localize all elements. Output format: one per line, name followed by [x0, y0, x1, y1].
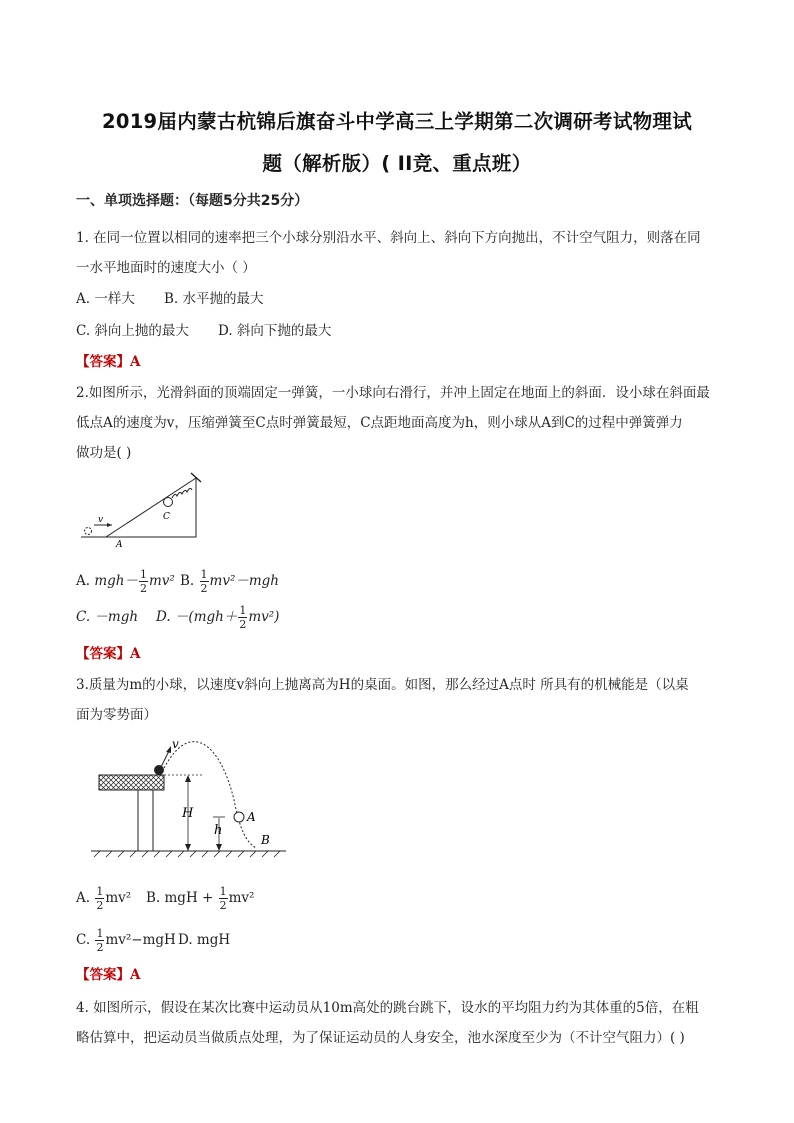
q2-option-a: [76, 566, 175, 596]
q2-answer: 【答案】A: [76, 646, 141, 662]
q3-stem-line1: 3.质量为m的小球，以速度v斜向上抛离高为H的桌面。如图，那么经过A点时 所具有的机械能是（以桌: [76, 677, 689, 693]
fraction-one-half: $\frac{1}{2}$: [96, 927, 104, 954]
q3-label-H: H: [182, 806, 194, 821]
q2-option-c-expr: C. －mgh: [76, 609, 139, 625]
q4-stem-line2: 略估算中，把运动员当做质点处理，为了保证运动员的人身安全，池水深度至少为（不计空气阻力）( ): [76, 1030, 685, 1046]
section-heading: 一、单项选择题：（每题5分共25分）: [76, 193, 309, 209]
trajectory-path: [164, 742, 256, 848]
q3-option-c-tail: mv²−mgH: [105, 932, 176, 948]
q3-option-c: [76, 925, 176, 955]
document-title-line1: 2019届内蒙古杭锦后旗奋斗中学高三上学期第二次调研考试物理试: [101, 110, 693, 133]
q3-option-c-prefix: C.: [76, 932, 91, 948]
q2-option-d-tail: mv²): [248, 609, 280, 625]
velocity-arrowhead: [166, 746, 171, 753]
q3-option-a-tail: mv²: [105, 890, 132, 906]
q1-option-b: B. 水平抛的最大: [164, 291, 264, 307]
spring-icon: [172, 488, 192, 498]
q2-stem-line3: 做功是( ): [76, 445, 132, 461]
q3-option-b-prefix: B. mgH +: [146, 890, 214, 906]
ground-hatching: [94, 851, 280, 857]
ball-start: [85, 528, 92, 535]
q3-label-A: A: [247, 810, 256, 824]
q2-option-b: [180, 566, 279, 596]
q3-option-a-prefix: A.: [76, 890, 91, 906]
q1-option-d: D. 斜向下抛的最大: [218, 323, 332, 339]
q2-label-c: C: [163, 512, 170, 522]
q3-option-b: [146, 883, 254, 913]
ball-at-c: [164, 498, 173, 507]
q2-option-d-prefix: D. －(mgh＋: [156, 609, 238, 625]
fraction-one-half: $\frac{1}{2}$: [96, 885, 104, 912]
fraction-one-half: $\frac{1}{2}$: [139, 568, 147, 595]
q3-stem-line2: 面为零势面）: [76, 707, 157, 723]
q4-stem-line1: 4. 如图所示，假设在某次比赛中运动员从10m高处的跳台跳下，设水的平均阻力约为其体重的5倍，在粗: [76, 1000, 699, 1016]
q2-label-a: A: [116, 540, 123, 550]
velocity-arrowhead: [107, 523, 112, 527]
q2-option-c: [76, 602, 138, 632]
q2-option-b-tail: mv²－mgh: [209, 573, 279, 589]
incline-triangle: [106, 478, 196, 537]
document-title-line2: 题（解析版）( II竞、重点班）: [262, 152, 532, 175]
height-H-arrowhead-bottom: [185, 844, 191, 851]
q3-label-h: h: [214, 823, 223, 838]
q2-option-b-prefix: B.: [180, 573, 195, 589]
q3-option-b-tail: mv²: [228, 890, 255, 906]
q2-option-a-prefix: A.: [76, 573, 91, 589]
q1-answer: 【答案】A: [76, 354, 141, 370]
fraction-one-half: $\frac{1}{2}$: [200, 568, 208, 595]
q3-option-d: D. mgH: [178, 932, 231, 948]
q3-option-a: [76, 883, 131, 913]
q3-label-B: B: [261, 833, 270, 847]
height-H-arrowhead-top: [185, 775, 191, 782]
q1-stem-line2: 一水平地面时的速度大小（ ）: [76, 260, 256, 276]
q1-stem-line1: 1. 在同一位置以相同的速率把三个小球分别沿水平、斜向上、斜向下方向抛出，不计空气阻力，则落在同: [76, 230, 701, 246]
q1-option-c: C. 斜向上抛的最大: [76, 323, 189, 339]
point-A-ball: [234, 812, 244, 822]
q2-option-a-tail: mv²: [148, 573, 175, 589]
height-h-arrowhead: [216, 844, 222, 851]
q3-projectile-figure: [86, 730, 296, 860]
fraction-one-half: $\frac{1}{2}$: [239, 604, 247, 631]
q2-incline-figure: [76, 470, 206, 550]
q3-answer: 【答案】A: [76, 967, 141, 983]
q2-stem-line1: 2.如图所示，光滑斜面的顶端固定一弹簧，一小球向右滑行，并冲上固定在地面上的斜面．设小球在斜面最: [76, 385, 710, 401]
q2-option-a-expr: mgh－: [94, 573, 138, 589]
q2-option-d: [156, 602, 279, 632]
fraction-one-half: $\frac{1}{2}$: [219, 885, 227, 912]
q3-label-v: v: [172, 737, 179, 751]
q1-option-a: A. 一样大: [76, 291, 135, 307]
q2-stem-line2: 低点A的速度为v，压缩弹簧至C点时弹簧最短，C点距地面高度为h，则小球从A到C的过程中弹簧弹力: [76, 415, 683, 431]
table-top: [99, 775, 164, 790]
ball-launch: [154, 765, 164, 775]
table-leg: [138, 790, 153, 851]
q2-label-v: v: [98, 515, 104, 525]
